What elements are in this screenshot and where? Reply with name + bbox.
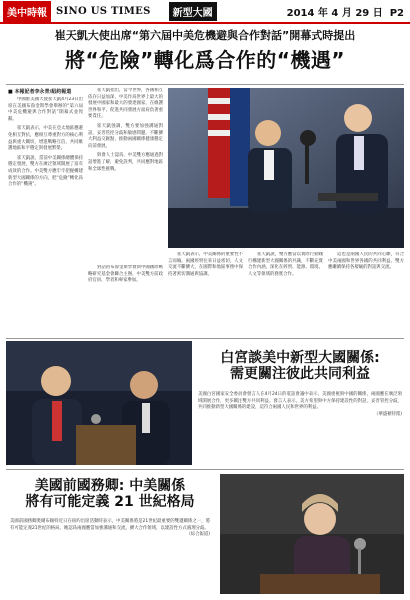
story2-credit: （華盛頓特派) — [373, 411, 402, 417]
lead-photo — [168, 88, 404, 248]
lead-byline: ■ 本報記者李永青/紐約報道 — [8, 89, 72, 95]
issue-date — [287, 4, 404, 19]
paper-brand: SINO US TIMES — [56, 5, 151, 17]
paragraph: 崔天凱說，雙方應當以實際行動踐行構建新型大國關係的共識，不斷充實合作內涵，深化在經貿、能源、環境、人文等領域的務實合作。 — [248, 252, 323, 277]
story3-title-line2: 將有可能定義 21 世紀格局 — [25, 494, 195, 510]
paragraph: 崔天凱表示，中美在亞太地區應避免相互對抗，應相互尊重對方的核心利益與重大關切，增進戰略互信，共同維護地區和平穩定與發展繁榮。 — [8, 126, 83, 152]
albright-photo — [220, 474, 404, 594]
story3-credit: （綜合報道) — [186, 532, 210, 538]
paragraph: 這也是兩國人民的共同心願，符合中美兩國和世界各國的共同利益。雙方應繼續保持各層級的對話與交流。 — [328, 252, 404, 271]
paragraph: 與會人士認爲，中美雙方應通過對話增進了解，避免誤判，共同應對地區和全球性挑戰。 — [88, 153, 163, 172]
whitehouse-photo-image — [6, 341, 192, 465]
page-number: P2 — [389, 7, 404, 19]
paragraph: 崔天凱強調，雙方要加強溝通對話，妥善管控分歧和敏感問題，不斷擴大利益交匯點，推動兩國關係健康穩定向前發展。 — [88, 123, 163, 149]
date-text: 2014 年 4 月 29 日 — [286, 7, 383, 19]
paragraph: 中國駐美國大使崔天凱4月23日出席在美國布魯金斯學會舉辦的“第六屆中美危機避與合作對話”開幕式並致辭。 — [8, 97, 83, 122]
flag-icon — [208, 88, 250, 206]
story2-title — [196, 350, 404, 382]
masthead — [0, 0, 410, 24]
story2-title-line1: 白宮談美中新型大國關係: — [220, 350, 380, 366]
story3-title-line1: 美國前國務卿: 中美關係 — [34, 478, 186, 494]
lead-column-3 — [168, 252, 243, 336]
divider — [6, 84, 404, 85]
lead-subhead: 崔天凱大使出席“第六屆中美危機避與合作對話”開幕式時提出 — [54, 29, 356, 42]
story2-title-line2: 需更關注彼此共同利益 — [230, 366, 370, 382]
story3-body — [10, 519, 210, 593]
paragraph: 對話由布魯金斯學會與中國國際戰略研究基金會聯合主辦，中美雙方前政府官員、學者和專家參加。 — [88, 265, 163, 284]
paper-logo: 美中時報 — [3, 1, 51, 22]
lead-headline: 將“危險”轉化爲合作的“機遇” — [64, 48, 346, 72]
lead-photo-image — [168, 88, 404, 248]
paragraph: 崔天凱表示，中美關係的重要性不言而喻。兩國經貿往來日益密切，人文交流不斷擴大，在國際和地區事務中保持著密切溝通與協調。 — [168, 252, 243, 277]
section-tag: 新型大國 — [169, 2, 217, 21]
lead-column-5 — [328, 252, 404, 336]
story2-text: 美國白宮國家安全委員會發言人在4月24日的電話會議中表示，美國重視與中國的關係，兩國應在廣泛領域開展合作，更多關注雙方共同利益。發言人表示，美方希望與中方保持建設性的對話，妥善管控分歧，共同推動新型大國關係的建設，這符合兩國人民和世界的利益。 — [198, 392, 402, 411]
paragraph: 崔天凱指出，當今世界，各國相互依存日益加深，中美作爲世界上最大的發展中國家和最大的發達國家，在維護世界和平、促進共同發展方面肩負著重要責任。 — [88, 88, 163, 120]
story3-title — [6, 478, 214, 510]
divider — [6, 469, 404, 470]
lead-column-1 — [8, 97, 83, 335]
albright-photo-image — [220, 474, 404, 594]
story3-text: 美國前國務卿奧爾布賴特近日在紐約出席活動時表示，中美關係將是21世紀最重要的雙邊關係之一，將有可能定義21世紀的格局。她認爲兩國應當加強溝通和交流，擴大合作領域，以建設性方式處理分歧。 — [10, 519, 210, 531]
whitehouse-photo — [6, 341, 192, 465]
divider — [6, 338, 404, 339]
lead-column-2b — [88, 265, 163, 335]
lead-column-4 — [248, 252, 323, 336]
story2-body — [198, 392, 402, 458]
paragraph: 崔天凱說，當前中美關係總體保持穩定發展，雙方在廣泛領域開展了富有成效的合作。中美雙方應牢牢把握構建新型大國關係的方向，把“危險”轉化爲合作的“機遇”。 — [8, 155, 83, 188]
